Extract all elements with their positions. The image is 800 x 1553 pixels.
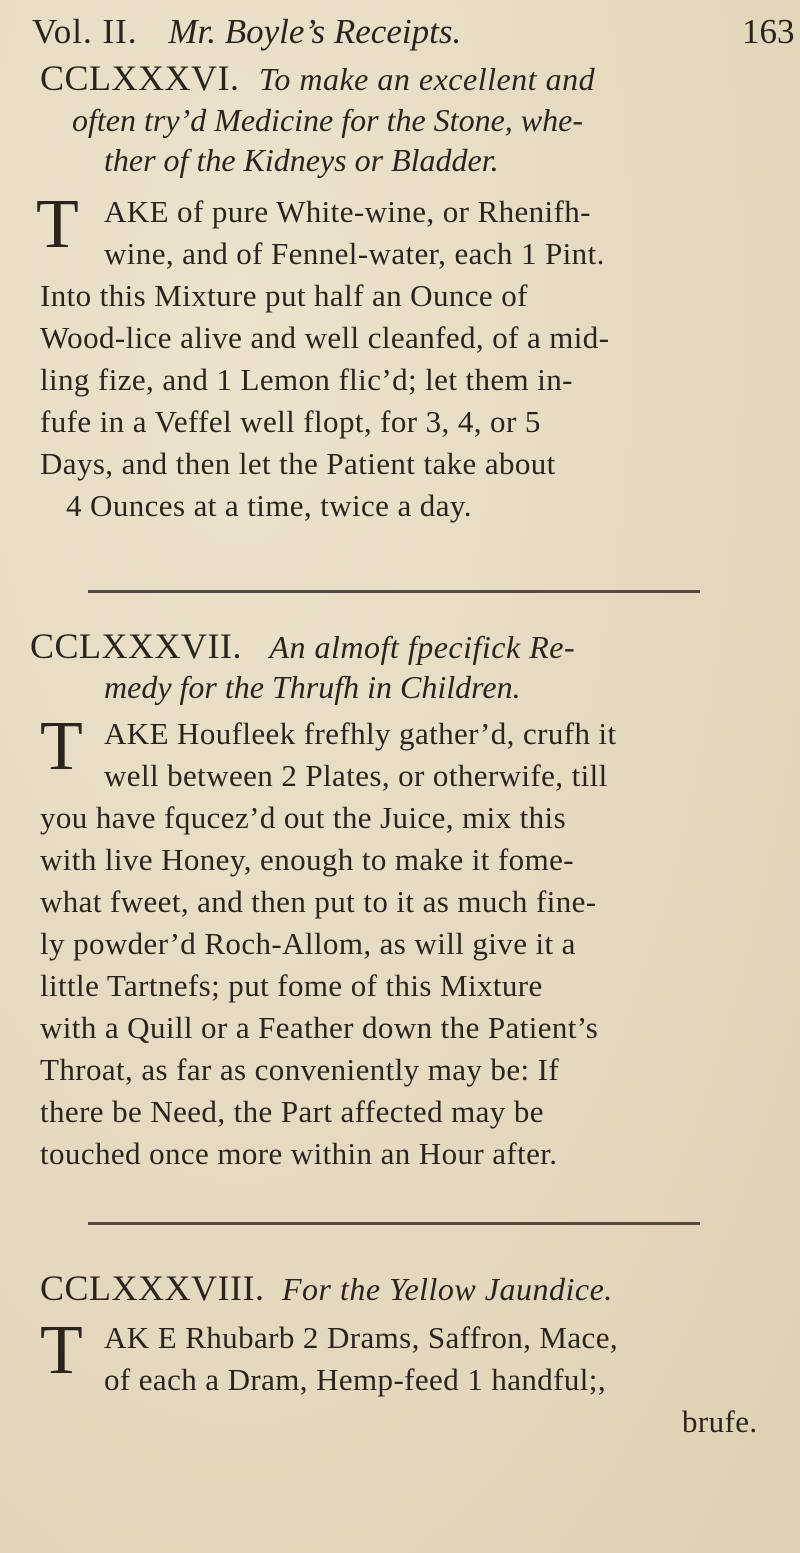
receipt-heading xyxy=(40,1270,613,1306)
body-line: touched once more within an Hour after. xyxy=(40,1136,558,1171)
body-line: Wood-lice alive and well cleanfed, of a mid- xyxy=(40,320,610,355)
receipt-number: CCLXXXVIII. xyxy=(40,1268,265,1308)
body-line: of each a Dram, Hemp-feed 1 handful;, xyxy=(104,1362,606,1397)
body-line: ly powder’d Roch-Allom, as will give it a xyxy=(40,926,576,961)
receipt-heading xyxy=(40,60,595,96)
drop-cap: T xyxy=(36,186,79,263)
receipt-title-line: ther of the Kidneys or Bladder. xyxy=(104,142,499,178)
body-line: what fweet, and then put to it as much fine- xyxy=(40,884,597,919)
receipt-number: CCLXXXVI. xyxy=(40,58,240,98)
receipt-title-line: often try’d Medicine for the Stone, whe- xyxy=(72,102,583,138)
body-line: 4 Ounces at a time, twice a day. xyxy=(66,488,472,523)
receipt-heading xyxy=(30,628,575,664)
section-divider xyxy=(88,590,700,593)
body-line: well between 2 Plates, or otherwife, till xyxy=(104,758,608,793)
receipt-title-line: An almoft fpecifick Re- xyxy=(269,629,576,665)
body-line: with live Honey, enough to make it fome- xyxy=(40,842,574,877)
body-line: Days, and then let the Patient take about xyxy=(40,446,556,481)
body-line: little Tartnefs; put fome of this Mixture xyxy=(40,968,543,1003)
body-line: wine, and of Fennel-water, each 1 Pint. xyxy=(104,236,605,271)
body-line: AKE Houfleek frefhly gather’d, crufh it xyxy=(104,716,617,751)
body-line: AKE of pure White-wine, or Rhenifh- xyxy=(104,194,591,229)
receipt-title-line: medy for the Thrufh in Children. xyxy=(104,669,521,705)
body-line: Into this Mixture put half an Ounce of xyxy=(40,278,528,313)
body-line: with a Quill or a Feather down the Patient’s xyxy=(40,1010,599,1045)
body-line: there be Need, the Part affected may be xyxy=(40,1094,544,1129)
body-line: you have fqucez’d out the Juice, mix this xyxy=(40,800,567,835)
body-line: Throat, as far as conveniently may be: If xyxy=(40,1052,560,1087)
body-line: AK E Rhubarb 2 Drams, Saffron, Mace, xyxy=(104,1320,619,1355)
body-line: ling fize, and 1 Lemon flic’d; let them in- xyxy=(40,362,573,397)
receipt-title-line: To make an excellent and xyxy=(259,61,596,97)
body-line: fufe in a Veffel well flopt, for 3, 4, or 5 xyxy=(40,404,541,439)
running-title: Mr. Boyle’s Receipts. xyxy=(168,12,462,51)
page-number: 163 xyxy=(742,12,795,51)
drop-cap: T xyxy=(40,708,83,785)
section-divider xyxy=(88,1222,700,1225)
receipt-title-line: For the Yellow Jaundice. xyxy=(281,1271,613,1307)
catchword: brufe. xyxy=(682,1404,758,1439)
running-header xyxy=(32,12,795,51)
receipt-number: CCLXXXVII. xyxy=(30,626,242,666)
volume-label: Vol. II. xyxy=(32,12,138,51)
drop-cap: T xyxy=(40,1312,83,1389)
